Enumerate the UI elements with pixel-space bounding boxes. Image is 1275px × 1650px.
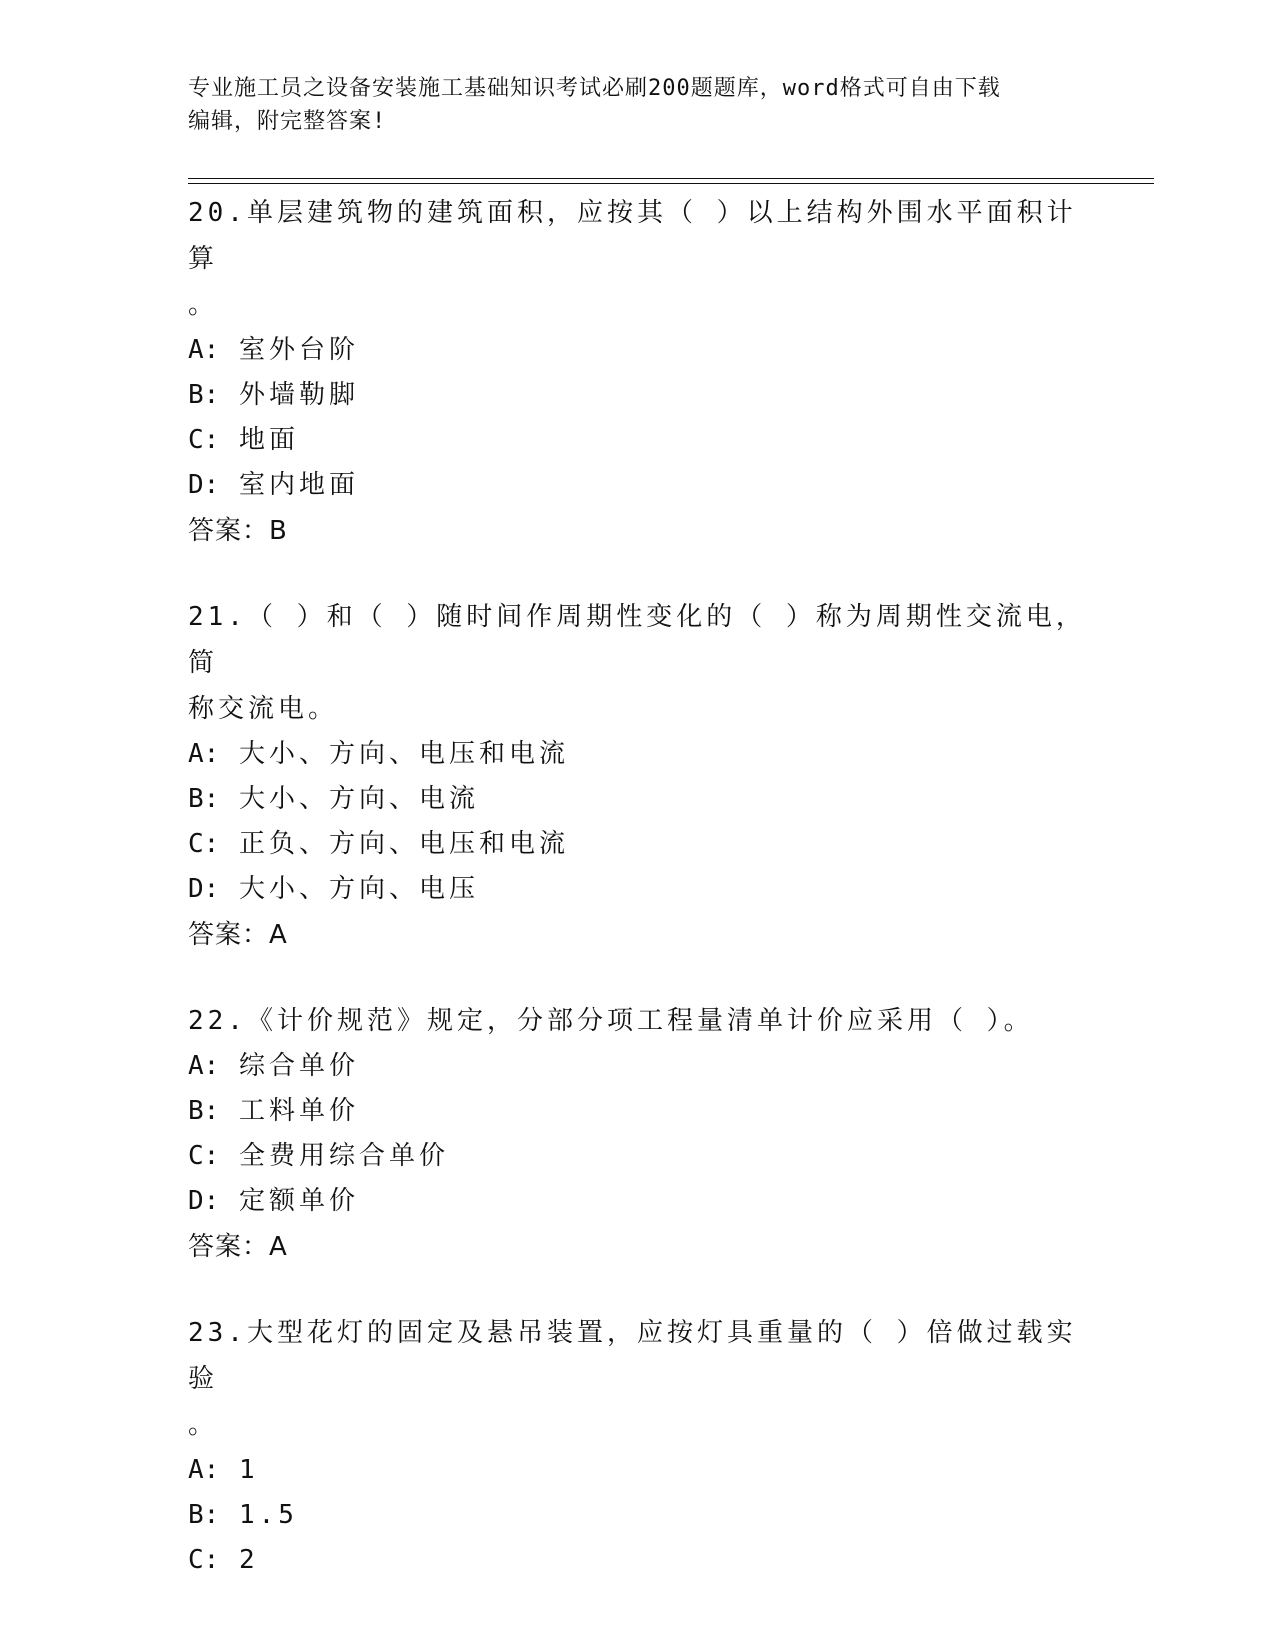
option-b [188, 373, 1088, 418]
option-letter: B: [188, 1500, 220, 1530]
option-text: 工料单价 [238, 1096, 359, 1126]
question-stem-line-2: 。 [188, 290, 219, 320]
question-22 [188, 998, 1088, 1270]
option-text: 全费用综合单价 [238, 1141, 449, 1171]
question-list [188, 190, 1088, 1623]
option-text: 1 [238, 1455, 259, 1485]
option-d [188, 463, 1088, 508]
option-letter: D: [188, 1186, 220, 1216]
option-letter: A: [188, 1051, 220, 1081]
question-stem-line-1: 23.大型花灯的固定及悬吊装置，应按灯具重量的（ ）倍做过载实验 [188, 1318, 1077, 1394]
option-text: 综合单价 [238, 1051, 359, 1081]
option-letter: B: [188, 784, 220, 814]
option-text: 大小、方向、电压 [238, 874, 479, 904]
option-a [188, 1044, 1088, 1089]
option-text: 正负、方向、电压和电流 [238, 829, 569, 859]
question-stem-line-1: 22.《计价规范》规定，分部分项工程量清单计价应采用（ ）。 [188, 1006, 1034, 1036]
question-20 [188, 190, 1088, 554]
option-text: 室内地面 [238, 470, 359, 500]
option-d [188, 867, 1088, 912]
option-letter: C: [188, 425, 220, 455]
option-text: 地面 [238, 425, 299, 455]
option-letter: A: [188, 335, 220, 365]
option-text: 定额单价 [238, 1186, 359, 1216]
question-stem-line-2: 。 [188, 1410, 219, 1440]
question-stem-line-1: 21.（ ）和（ ）随时间作周期性变化的（ ）称为周期性交流电，简 [188, 602, 1086, 678]
header-line-1: 专业施工员之设备安装施工基础知识考试必刷200题题库，word格式可自由下载 [188, 76, 1001, 101]
question-stem-line-1: 20.单层建筑物的建筑面积，应按其（ ）以上结构外围水平面积计算 [188, 198, 1077, 274]
question-21 [188, 594, 1088, 958]
answer-text: 答案：A [188, 1232, 288, 1262]
option-letter: D: [188, 470, 220, 500]
option-text: 2 [238, 1545, 259, 1575]
header-divider-bottom [188, 183, 1154, 184]
option-letter: A: [188, 739, 220, 769]
option-letter: B: [188, 380, 220, 410]
option-letter: C: [188, 1141, 220, 1171]
option-letter: D: [188, 874, 220, 904]
answer-text: 答案：A [188, 920, 288, 950]
option-text: 大小、方向、电流 [238, 784, 479, 814]
header-line-2: 编辑，附完整答案! [188, 109, 387, 134]
option-c [188, 822, 1088, 867]
option-c [188, 418, 1088, 463]
question-23 [188, 1310, 1088, 1583]
option-c [188, 1134, 1088, 1179]
option-a [188, 732, 1088, 777]
document-header [188, 72, 1068, 138]
option-letter: A: [188, 1455, 220, 1485]
option-a [188, 1448, 1088, 1493]
option-text: 外墙勒脚 [238, 380, 359, 410]
option-b [188, 1493, 1088, 1538]
option-c [188, 1538, 1088, 1583]
option-letter: B: [188, 1096, 220, 1126]
option-text: 室外台阶 [238, 335, 359, 365]
option-b [188, 777, 1088, 822]
answer-text: 答案：B [188, 516, 288, 546]
option-a [188, 328, 1088, 373]
option-d [188, 1179, 1088, 1224]
option-letter: C: [188, 829, 220, 859]
option-letter: C: [188, 1545, 220, 1575]
question-stem-line-2: 称交流电。 [188, 694, 339, 724]
option-text: 大小、方向、电压和电流 [238, 739, 569, 769]
option-b [188, 1089, 1088, 1134]
header-divider-top [188, 178, 1154, 179]
option-text: 1.5 [238, 1500, 298, 1530]
